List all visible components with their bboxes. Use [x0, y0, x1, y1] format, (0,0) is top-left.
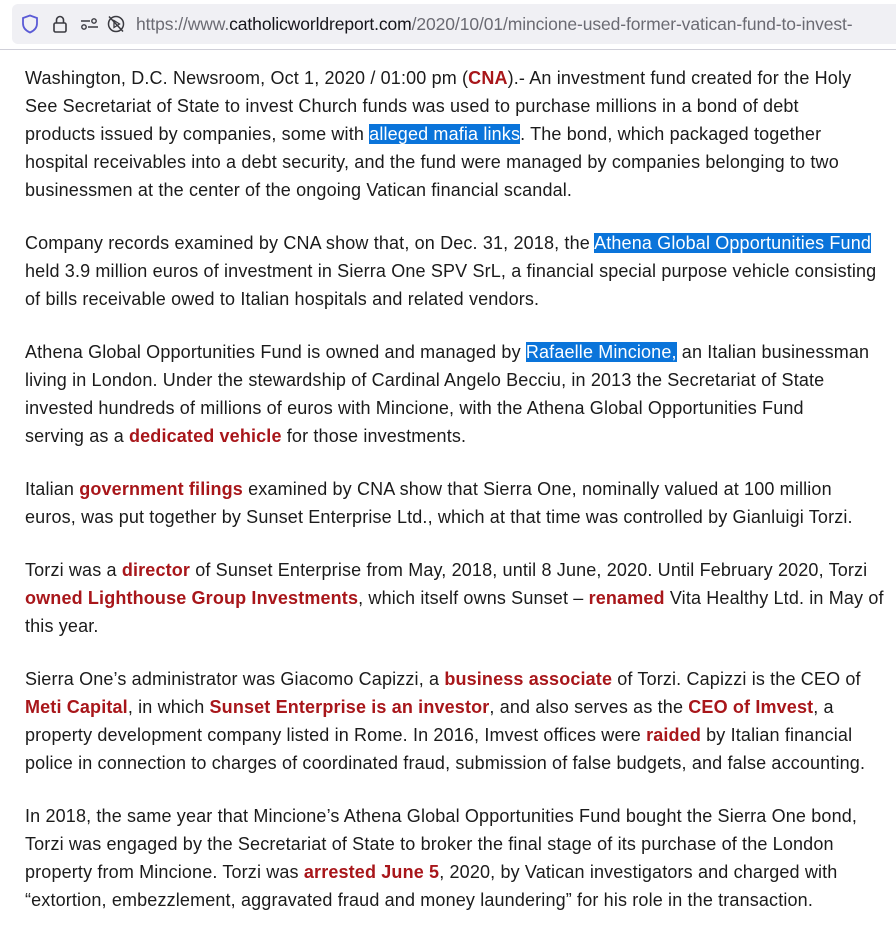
article-body: [25, 64, 896, 939]
permissions-icon[interactable]: [78, 12, 102, 36]
article-link[interactable]: director: [121, 560, 191, 580]
body-text: for those investments.: [281, 426, 467, 446]
text-line: [25, 886, 896, 914]
body-text: serving as a: [25, 426, 129, 446]
url-scheme: https://www.: [136, 13, 230, 34]
article-link[interactable]: CEO of Imvest: [688, 697, 814, 717]
article-link[interactable]: dedicated vehicle: [129, 426, 282, 446]
body-text: an Italian businessman: [676, 342, 870, 362]
browser-toolbar: [0, 0, 896, 50]
text-line: [25, 802, 896, 830]
body-text: businessmen at the center of the ongoing Vatican financial scandal.: [25, 180, 573, 200]
body-text: , 2020, by Vatican investigators and charged with: [439, 862, 838, 882]
text-line: [25, 830, 896, 858]
body-text: Company records examined by CNA show that, on Dec. 31, 2018, the: [25, 233, 595, 253]
article-link[interactable]: owned Lighthouse Group Investments: [25, 588, 359, 608]
url-text[interactable]: [136, 14, 853, 35]
text-line: [25, 422, 896, 450]
lock-icon[interactable]: [48, 12, 72, 36]
selected-link-text[interactable]: Athena Global Opportunities Fund: [594, 233, 872, 253]
text-line: [25, 338, 896, 366]
text-line: [25, 858, 896, 886]
text-line: [25, 503, 896, 531]
article-link[interactable]: Meti Capital: [25, 697, 128, 717]
article-paragraph: [25, 665, 896, 777]
body-text: examined by CNA show that Sierra One, nominally valued at 100 million: [242, 479, 832, 499]
text-line: [25, 394, 896, 422]
article-paragraph: [25, 64, 896, 204]
body-text: of Torzi. Capizzi is the CEO of: [612, 669, 861, 689]
body-text: , in which: [127, 697, 210, 717]
body-text: property from Mincione. Torzi was: [25, 862, 304, 882]
body-text: , a: [813, 697, 834, 717]
body-text: of bills receivable owed to Italian hospitals and related vendors.: [25, 289, 540, 309]
body-text: of Sunset Enterprise from May, 2018, until 8 June, 2020. Until February 2020, Torzi: [190, 560, 868, 580]
body-text: Italian: [25, 479, 80, 499]
text-line: [25, 64, 896, 92]
body-text: . The bond, which packaged together: [520, 124, 822, 144]
body-text: products issued by companies, some with: [25, 124, 370, 144]
body-text: , which itself owns Sunset –: [358, 588, 589, 608]
article-link[interactable]: CNA: [468, 68, 508, 88]
body-text: , and also serves as the: [489, 697, 689, 717]
text-line: [25, 556, 896, 584]
body-text: property development company listed in Rome. In 2016, Imvest offices were: [25, 725, 647, 745]
text-line: [25, 285, 896, 313]
text-line: [25, 665, 896, 693]
article-paragraph: [25, 556, 896, 640]
article-link[interactable]: Sunset Enterprise is an investor: [209, 697, 490, 717]
autoplay-blocked-icon[interactable]: [104, 12, 128, 36]
url-domain: catholicworldreport.com: [229, 13, 412, 34]
body-text: Torzi was a: [25, 560, 122, 580]
body-text: Athena Global Opportunities Fund is owned and managed by: [25, 342, 526, 362]
address-bar[interactable]: [12, 4, 896, 44]
text-line: [25, 92, 896, 120]
body-text: held 3.9 million euros of investment in Sierra One SPV SrL, a financial special purpose vehicle consisting: [25, 261, 877, 281]
body-text: Washington, D.C. Newsroom, Oct 1, 2020 / 01:00 pm (: [25, 68, 469, 88]
text-line: [25, 148, 896, 176]
article-link[interactable]: arrested June 5: [303, 862, 440, 882]
body-text: Sierra One’s administrator was Giacomo Capizzi, a: [25, 669, 445, 689]
selected-link-text[interactable]: Rafaelle Mincione,: [525, 342, 677, 362]
body-text: euros, was put together by Sunset Enterprise Ltd., which at that time was controlled by Gianluigi Torzi.: [25, 507, 853, 527]
text-line: [25, 257, 896, 285]
body-text: In 2018, the same year that Mincione’s Athena Global Opportunities Fund bought the Sierra One bond,: [25, 806, 858, 826]
body-text: this year.: [25, 616, 99, 636]
article-paragraph: [25, 475, 896, 531]
text-line: [25, 229, 896, 257]
body-text: police in connection to charges of coordinated fraud, submission of false budgets, and false accounting.: [25, 753, 866, 773]
body-text: See Secretariat of State to invest Church funds was used to purchase millions in a bond of debt: [25, 96, 799, 116]
article-paragraph: [25, 802, 896, 914]
body-text: Vita Healthy Ltd. in May of: [664, 588, 884, 608]
article-link[interactable]: government filings: [79, 479, 243, 499]
text-line: [25, 749, 896, 777]
article-paragraph: [25, 229, 896, 313]
text-line: [25, 693, 896, 721]
body-text: ).- An investment fund created for the Holy: [507, 68, 852, 88]
text-line: [25, 721, 896, 749]
body-text: “extortion, embezzlement, aggravated fraud and money laundering” for his role in the transaction.: [25, 890, 813, 910]
article-link[interactable]: raided: [646, 725, 701, 745]
body-text: by Italian financial: [701, 725, 853, 745]
article-paragraph: [25, 338, 896, 450]
url-path: /2020/10/01/mincione-used-former-vatican-fund-to-invest-: [411, 13, 853, 34]
selected-link-text[interactable]: alleged mafia links: [369, 124, 521, 144]
body-text: invested hundreds of millions of euros with Mincione, with the Athena Global Opportunities Fund: [25, 398, 804, 418]
body-text: hospital receivables into a debt security, and the fund were managed by companies belonging to two: [25, 152, 839, 172]
text-line: [25, 176, 896, 204]
body-text: living in London. Under the stewardship of Cardinal Angelo Becciu, in 2013 the Secretariat of State: [25, 370, 825, 390]
text-line: [25, 120, 896, 148]
body-text: Torzi was engaged by the Secretariat of State to broker the final stage of its purchase of the London: [25, 834, 834, 854]
text-line: [25, 584, 896, 612]
shield-icon[interactable]: [18, 12, 42, 36]
text-line: [25, 475, 896, 503]
text-line: [25, 366, 896, 394]
article-link[interactable]: renamed: [588, 588, 665, 608]
text-line: [25, 612, 896, 640]
article-link[interactable]: business associate: [444, 669, 613, 689]
